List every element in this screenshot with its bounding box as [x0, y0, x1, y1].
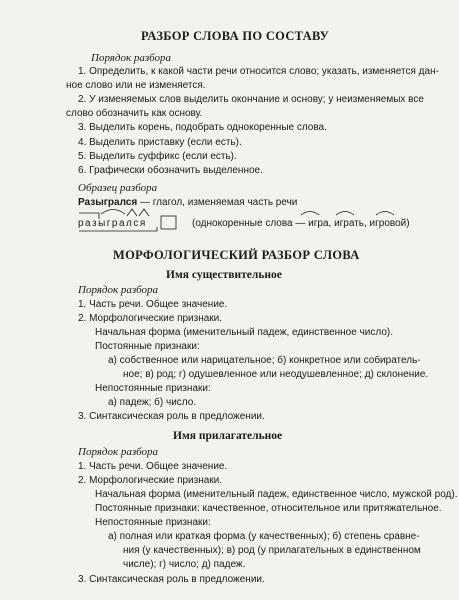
adjective-line: Непостоянные признаки: [95, 517, 211, 528]
suffix-mark [127, 209, 137, 216]
morph-title: МОРФОЛОГИЧЕСКИЙ РАЗБОР СЛОВА [113, 248, 360, 262]
adjective-line: ния (у качественных); в) род (у прилагательных в единственном [123, 545, 421, 556]
noun-order-heading: Порядок разбора [78, 284, 159, 296]
prefix-mark [79, 213, 99, 219]
adjective-line: 1. Часть речи. Общее значение. [78, 461, 228, 472]
composition-step: 2. У изменяемых слов выделить окончание и основу; у неизменяемых все [78, 94, 424, 105]
adjective-order-heading: Порядок разбора [78, 446, 159, 458]
composition-step: 1. Определить, к какой части речи относится слово; указать, изменяется дан- [78, 66, 439, 77]
sample-word: Разыгрался [78, 197, 138, 208]
sample-description: — глагол, изменяемая часть речи [137, 197, 298, 208]
noun-line: а) падеж; б) число. [108, 397, 197, 408]
adjective-line: Постоянные признаки: качественное, относительное или притяжательное. [95, 503, 442, 514]
adjective-line: Начальная форма (именительный падеж, единственное число, мужской род). [95, 489, 458, 500]
composition-title: РАЗБОР СЛОВА ПО СОСТАВУ [141, 29, 330, 43]
adjective-line: а) полная или краткая форма (у качественных); б) степень сравне- [108, 531, 420, 542]
suffix-mark [139, 209, 149, 216]
root-arc [101, 210, 125, 215]
base-underline [79, 227, 157, 231]
root-arc [376, 212, 394, 216]
noun-line: а) собственное или нарицательное; б) конкретное или собиратель- [108, 355, 421, 366]
composition-step: 3. Выделить корень, подобрать однокоренные слова. [78, 122, 327, 133]
noun-line: 1. Часть речи. Общее значение. [78, 299, 228, 310]
composition-step: 5. Выделить суффикс (если есть). [78, 151, 237, 162]
composition-step: слово обозначить как основу. [66, 108, 203, 119]
root-arc [301, 212, 319, 216]
parsed-word: разыгрался [78, 218, 147, 229]
cognates: (однокоренные слова — игра, играть, игровой) [192, 218, 410, 229]
noun-line: 2. Морфологические признаки. [78, 313, 223, 324]
composition-step: 4. Выделить приставку (если есть). [78, 137, 242, 148]
composition-step: 6. Графически обозначить выделенное. [78, 165, 263, 176]
noun-line: 3. Синтаксическая роль в предложении. [78, 411, 265, 422]
root-arc [336, 212, 354, 216]
adjective-heading: Имя прилагательное [173, 430, 283, 442]
composition-order-heading: Порядок разбора [91, 52, 172, 64]
noun-heading: Имя существительное [166, 269, 282, 281]
noun-line: Непостоянные признаки: [95, 383, 211, 394]
ending-box [161, 216, 176, 229]
adjective-line: 2. Морфологические признаки. [78, 475, 223, 486]
sample-heading: Образец разбора [78, 182, 158, 194]
adjective-line: числе); г) число; д) падеж. [123, 559, 246, 570]
adjective-line: 3. Синтаксическая роль в предложении. [78, 574, 265, 585]
noun-line: Постоянные признаки: [95, 341, 200, 352]
noun-line: Начальная форма (именительный падеж, единственное число). [95, 327, 393, 338]
noun-line: ное; в) род; г) одушевленное или неодушевленное; д) склонение. [123, 369, 429, 380]
composition-step: ное слово или не изменяется. [66, 80, 206, 91]
